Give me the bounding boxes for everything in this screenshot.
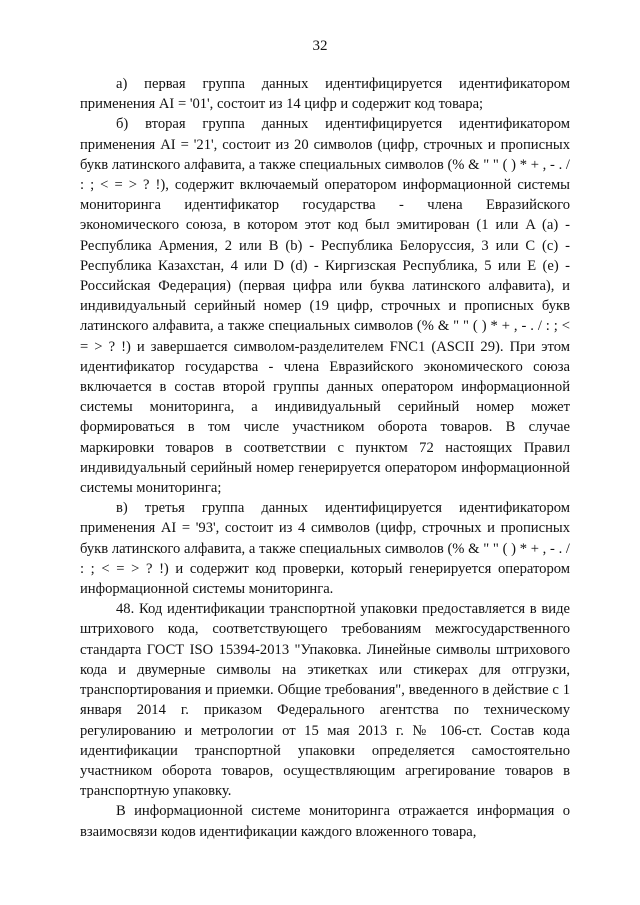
document-body: [80, 74, 570, 842]
paragraph-48: 48. Код идентификации транспортной упаковки предоставляется в виде штрихового кода, соответствующего требованиям межгосударственного стандарта ГОСТ ISO 15394-2013 "Упаковка. Линейные символы штрихового кода и двумерные символы на этикетках или стикерах для отгрузки, транспортирования и приемки. Общие требования", введенного в действие с 1 января 2014 г. приказом Федерального агентства по техническому регулированию и метрологии от 15 мая 2013 г. № 106-ст. Состав кода идентификации транспортной упаковки определяется самостоятельно участником оборота товаров, осуществляющим агрегирование товаров в транспортную упаковку.: [80, 601, 570, 800]
paragraph-c: в) третья группа данных идентифицируется идентификатором применения AI = '93', состоит из 4 символов (цифр, строчных и прописных букв латинского алфавита, а также специальных символов (% & " " ( ) * + , - . / : ; < = > ? !) и содержит код проверки, который генерируется оператором информационной системы мониторинга.: [80, 500, 570, 598]
paragraph-monitoring: В информационной системе мониторинга отражается информация о взаимосвязи кодов идентификации каждого вложенного товара,: [80, 803, 570, 840]
paragraph-a: а) первая группа данных идентифицируется идентификатором применения AI = '01', состоит из 14 цифр и содержит код товара;: [80, 76, 570, 113]
paragraph-b: б) вторая группа данных идентифицируется идентификатором применения AI = '21', состоит из 20 символов (цифр, строчных и прописных букв латинского алфавита, а также специальных символов (% & " " ( ) * + , - . / : ; < = > ? !), содержит включаемый оператором информационной системы мониторинга идентификатор государства - члена Евразийского экономического союза, в котором этот код был эмитирован (1 или A (a) - Республика Армения, 2 или B (b) - Республика Белоруссия, 3 или C (c) - Республика Казахстан, 4 или D (d) - Киргизская Республика, 5 или E (e) - Российская Федерация) (первая цифра или буква латинского алфавита), и индивидуальный серийный номер (19 цифр, строчных и прописных букв латинского алфавита, а также специальных символов (% & " " ( ) * + , - . / : ; < = > ? !) и завершается символом-разделителем FNC1 (ASCII 29). При этом идентификатор государства - члена Евразийского экономического союза включается в состав второй группы данных оператором информационной системы мониторинга, а индивидуальный серийный номер может формироваться в том числе участником оборота товаров. В случае маркировки товаров в соответствии с пунктом 72 настоящих Правил индивидуальный серийный номер генерируется оператором информационной системы мониторинга;: [80, 116, 570, 497]
page-number: 32: [312, 38, 328, 54]
